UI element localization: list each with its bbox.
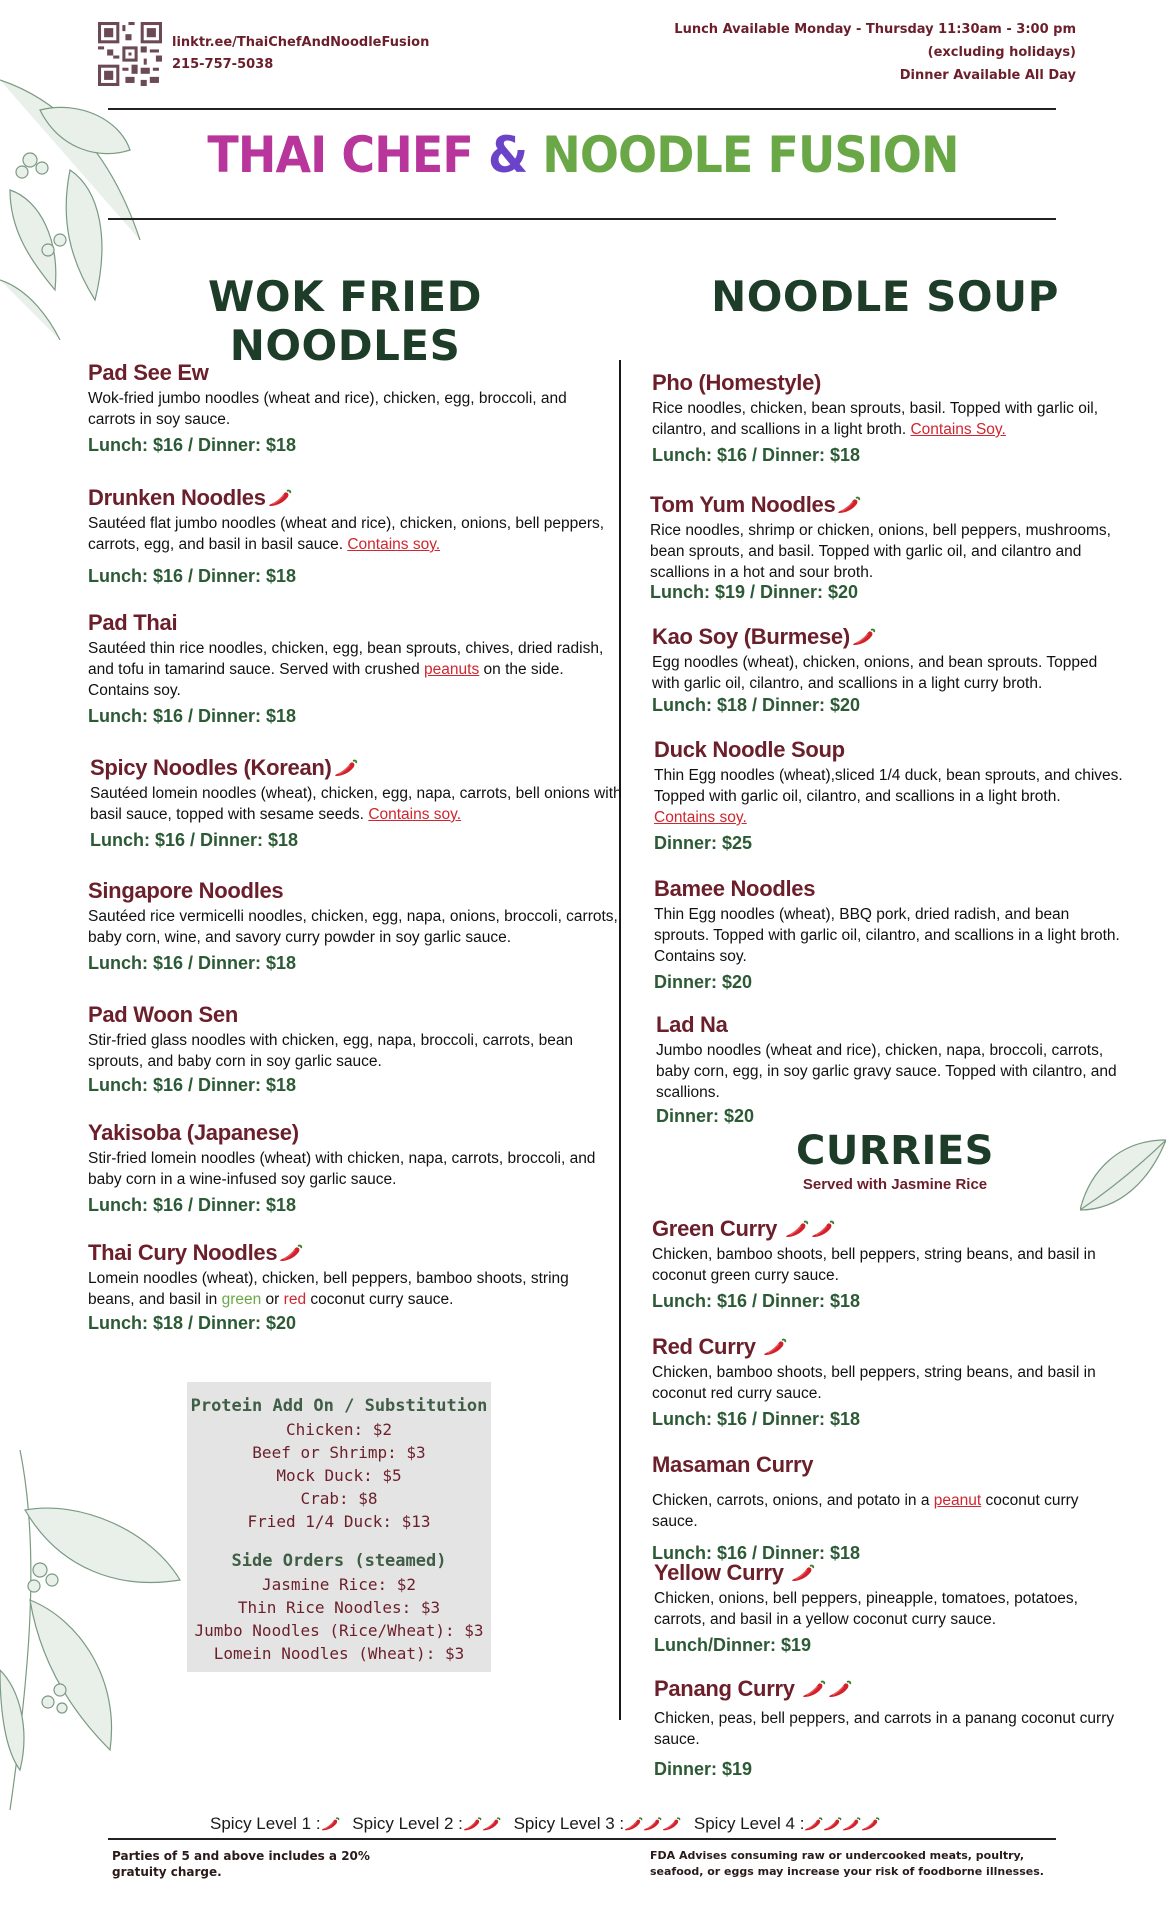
menu-item-pad-thai[interactable] [88,608,618,729]
qr-code-icon[interactable] [98,22,162,86]
item-name [654,1558,1124,1588]
menu-item-tom-yum-noodles[interactable] [650,490,1120,605]
item-name-text: Tom Yum Noodles [650,492,836,517]
menu-item-singapore-noodles[interactable] [88,876,618,976]
item-name [88,483,618,513]
item-price: Dinner: $20 [654,972,753,992]
title-noodle-fusion: NOODLE FUSION [542,126,959,184]
item-description: Chicken, bamboo shoots, bell peppers, string beans, and basil in coconut green curry sauce. [652,1246,1096,1284]
protein-addon-item: Mock Duck: $5 [276,1466,402,1485]
menu-item-yellow-curry[interactable] [654,1558,1124,1658]
item-description-text: Sautéed lomein noodles (wheat), chicken, egg, napa, carrots, bell onions with basil sauce, topped with sesame seeds. [90,785,622,823]
allergen-warning: Contains Soy. [910,421,1006,438]
green-option: green [221,1291,262,1308]
item-name [652,1214,1122,1244]
item-name: Masaman Curry [652,1452,814,1477]
item-description-text: Lomein noodles (wheat), chicken, bell peppers, bamboo shoots, string beans, and basil in [88,1270,569,1308]
chili-icon [837,495,861,515]
item-price: Lunch: $16 / Dinner: $18 [88,1075,297,1095]
chili-icon [321,1816,340,1832]
spicy-level-2 [352,1814,501,1833]
spicy-level-3 [514,1814,682,1833]
item-description-text: Chicken, carrots, onions, and potato in a [652,1492,930,1509]
item-description-text: Thin Egg noodles (wheat),sliced 1/4 duck, bean sprouts, and chives. Topped with garlic oil, cilantro, and scallions in a light broth. [654,767,1123,805]
restaurant-title [47,126,1120,184]
protein-addon-item: Crab: $8 [300,1489,378,1508]
item-name: Pad Woon Sen [88,1002,239,1027]
item-name-text: Green Curry [652,1216,778,1241]
allergen-warning: Contains soy. [368,806,462,823]
item-description-tail: coconut curry sauce. [310,1291,454,1308]
protein-addon-heading: Protein Add On / Substitution [190,1396,488,1416]
chili-icon [268,488,292,508]
item-name [88,1238,618,1268]
title-thai-chef: THAI CHEF [207,126,473,184]
side-order-item: Jumbo Noodles (Rice/Wheat): $3 [194,1621,484,1640]
menu-item-masaman-curry[interactable] [652,1450,1122,1566]
item-description [88,638,618,701]
item-price: Dinner: $20 [656,1106,755,1126]
spicy-level-legend [210,1814,888,1834]
spicy-level-label: Spicy Level 1 : [210,1814,321,1833]
item-price: Lunch: $18 / Dinner: $20 [88,1313,297,1333]
spicy-level-1 [210,1814,340,1833]
item-description: Egg noodles (wheat), chicken, onions, and bean sprouts. Topped with garlic oil, cilantro, and scallions in a light curry broth. [652,654,1098,692]
item-name: Pad Thai [88,610,178,635]
spicy-level-label: Spicy Level 2 : [352,1814,463,1833]
item-name-text: Thai Cury Noodles [88,1240,278,1265]
item-name: Singapore Noodles [88,878,284,903]
item-name: Pho (Homestyle) [652,370,822,395]
curries-subheading: Served with Jasmine Rice [802,1176,988,1193]
item-name-text: Kao Soy (Burmese) [652,624,850,649]
side-order-item: Lomein Noodles (Wheat): $3 [213,1644,465,1663]
chili-icon [823,1816,842,1832]
menu-item-pad-woon-sen[interactable] [88,1000,618,1098]
protein-addon-item: Fried 1/4 Duck: $13 [247,1512,431,1531]
red-option: red [283,1291,307,1308]
item-price: Lunch: $16 / Dinner: $18 [652,1409,861,1429]
menu-item-pho-homestyle[interactable] [652,368,1122,468]
item-price: Lunch: $16 / Dinner: $18 [88,435,297,455]
menu-item-lad-na[interactable] [656,1010,1126,1129]
item-name: Yakisoba (Japanese) [88,1120,299,1145]
column-divider [619,360,621,1720]
menu-item-duck-noodle-soup[interactable] [654,735,1124,856]
holiday-note: (excluding holidays) [927,45,1076,60]
menu-item-panang-curry[interactable] [654,1674,1134,1782]
gratuity-note: Parties of 5 and above includes a 20% gratuity charge. [112,1849,370,1879]
phone-number[interactable]: 215-757-5038 [172,57,274,72]
item-description: Wok-fried jumbo noodles (wheat and rice), chicken, egg, broccoli, and carrots in soy sauce. [88,390,567,428]
menu-item-red-curry[interactable] [652,1332,1122,1432]
item-description-tail: on the side. Contains soy. [88,661,564,699]
item-price: Lunch: $18 / Dinner: $20 [652,695,861,715]
item-price: Dinner: $25 [654,833,753,853]
chili-icon [852,627,876,647]
wok-fried-noodles-heading: WOK FRIED NOODLES [208,272,482,370]
chili-icon [828,1679,852,1699]
item-name [90,753,625,783]
chili-icon [482,1816,501,1832]
item-name: Lad Na [656,1012,728,1037]
side-orders-heading: Side Orders (steamed) [231,1551,447,1571]
chili-icon [861,1816,880,1832]
allergen-warning: Contains soy. [654,809,747,826]
spicy-level-label: Spicy Level 4 : [693,1814,805,1833]
dinner-hours: Dinner Available All Day [899,68,1076,83]
item-description-text: Sautéed thin rice noodles, chicken, egg, bean sprouts, chives, dried radish, and tofu in tamarind sauce. Served with crushed [88,640,604,678]
item-description: Chicken, peas, bell peppers, and carrots in a panang coconut curry sauce. [654,1710,1115,1748]
chili-icon [624,1816,643,1832]
allergen-warning: Contains soy. [347,536,441,553]
item-name: Duck Noodle Soup [654,737,845,762]
lunch-hours: Lunch Available Monday - Thursday 11:30am - 3:00 pm [674,22,1076,37]
item-name [652,622,1122,652]
item-description-text: Sautéed flat jumbo noodles (wheat and rice), chicken, onions, bell peppers, carrots, egg, and basil in basil sauce. [88,515,605,553]
menu-item-pad-see-ew[interactable] [88,358,618,458]
chili-icon [463,1816,482,1832]
curries-heading: CURRIES [796,1128,994,1174]
menu-item-green-curry[interactable] [652,1214,1122,1314]
item-description [90,783,625,825]
side-order-item: Jasmine Rice: $2 [261,1575,417,1594]
item-name-text: Red Curry [652,1334,756,1359]
item-price: Lunch: $16 / Dinner: $18 [88,953,297,973]
spicy-level-4 [694,1814,881,1833]
hours-info [674,18,1076,87]
item-price: Lunch: $16 / Dinner: $18 [652,1543,861,1563]
title-ampersand: & [487,126,528,184]
item-name-text: Yellow Curry [654,1560,784,1585]
item-name [654,1674,1134,1704]
item-name: Pad See Ew [88,360,209,385]
item-price: Lunch: $16 / Dinner: $18 [652,445,861,465]
chili-icon [791,1563,815,1583]
protein-addon-item: Chicken: $2 [286,1420,392,1439]
item-price: Lunch: $16 / Dinner: $18 [88,566,297,586]
menu-item-drunken-noodles[interactable] [88,483,618,589]
footer-rule [108,1838,1056,1840]
item-description: Jumbo noodles (wheat and rice), chicken, napa, broccoli, carrots, baby corn, egg, in soy garlic gravy sauce. Topped with cilantro, and scallions. [656,1042,1117,1101]
contact-info [172,32,429,76]
item-description-tail: coconut curry sauce. [652,1492,1079,1530]
menu-item-spicy-noodles-korean[interactable] [90,753,625,853]
header-rule-bottom [108,218,1056,220]
item-name [650,490,1120,520]
item-description [88,513,618,555]
item-description: Chicken, onions, bell peppers, pineapple, tomatoes, potatoes, carrots, and basil in a yellow coconut curry sauce. [654,1590,1078,1628]
menu-item-kao-soy-burmese[interactable] [652,622,1122,718]
item-name-text: Drunken Noodles [88,485,266,510]
item-description: Rice noodles, shrimp or chicken, onions, bell peppers, mushrooms, bean sprouts, and basil. Topped with garlic oil, and cilantro and scallions in a hot and sour broth. [650,522,1111,581]
chili-icon [802,1679,826,1699]
item-price: Lunch: $16 / Dinner: $18 [88,706,297,726]
menu-item-thai-curry-noodles[interactable] [88,1238,618,1336]
linktree-link[interactable]: linktr.ee/ThaiChefAndNoodleFusion [172,35,430,50]
chili-icon [763,1337,787,1357]
chili-icon [334,758,358,778]
item-name-text: Panang Curry [654,1676,795,1701]
spicy-level-label: Spicy Level 3 : [513,1814,625,1833]
menu-item-yakisoba-japanese[interactable] [88,1118,618,1218]
chili-icon [662,1816,681,1832]
chili-icon [785,1219,809,1239]
noodle-soup-heading: NOODLE SOUP [711,272,1059,321]
chili-icon [842,1816,861,1832]
item-price: Dinner: $19 [654,1759,753,1779]
protein-addon-item: Beef or Shrimp: $3 [252,1443,426,1462]
item-description: Sautéed rice vermicelli noodles, chicken, egg, napa, onions, broccoli, carrots, baby corn, wine, and savory curry powder in soy garlic sauce. [88,908,618,946]
leaf-decoration-bottom-left-icon [0,1450,190,1810]
item-description [652,1490,1122,1532]
item-description [88,1268,618,1310]
item-price: Lunch: $16 / Dinner: $18 [90,830,299,850]
item-description: Stir-fried glass noodles with chicken, egg, napa, broccoli, carrots, bean sprouts, and baby corn in soy garlic sauce. [88,1032,574,1070]
item-name [652,1332,1122,1362]
item-price: Lunch: $16 / Dinner: $18 [88,1195,297,1215]
or-word: or [265,1291,280,1308]
chili-icon [643,1816,662,1832]
allergen-warning: peanut [933,1492,982,1509]
chili-icon [804,1816,823,1832]
item-description [652,398,1122,440]
item-price: Lunch: $16 / Dinner: $18 [652,1291,861,1311]
chili-icon [279,1243,303,1263]
item-description-text: Rice noodles, chicken, bean sprouts, basil. Topped with garlic oil, cilantro, and scallions in a light broth. [652,400,1099,438]
item-description: Stir-fried lomein noodles (wheat) with chicken, napa, carrots, broccoli, and baby corn in a wine-infused soy garlic sauce. [88,1150,596,1188]
item-name-text: Spicy Noodles (Korean) [90,755,332,780]
side-order-item: Thin Rice Noodles: $3 [237,1598,441,1617]
addons-box [187,1382,491,1672]
header-rule-top [108,108,1056,110]
item-price: Lunch/Dinner: $19 [654,1635,812,1655]
item-description [654,765,1124,828]
allergen-warning: peanuts [424,661,480,678]
chili-icon [811,1219,835,1239]
fda-advisory: FDA Advises consuming raw or undercooked meats, poultry, seafood, or eggs may increase your risk of foodborne illnesses. [650,1849,1044,1878]
item-description: Chicken, bamboo shoots, bell peppers, string beans, and basil in coconut red curry sauce. [652,1364,1096,1402]
menu-item-bamee-noodles[interactable] [654,874,1124,995]
item-description: Thin Egg noodles (wheat), BBQ pork, dried radish, and bean sprouts. Topped with garlic oil, cilantro, and scallions in a light broth. Contains soy. [654,906,1120,965]
item-price: Lunch: $19 / Dinner: $20 [650,582,859,602]
item-name: Bamee Noodles [654,876,816,901]
